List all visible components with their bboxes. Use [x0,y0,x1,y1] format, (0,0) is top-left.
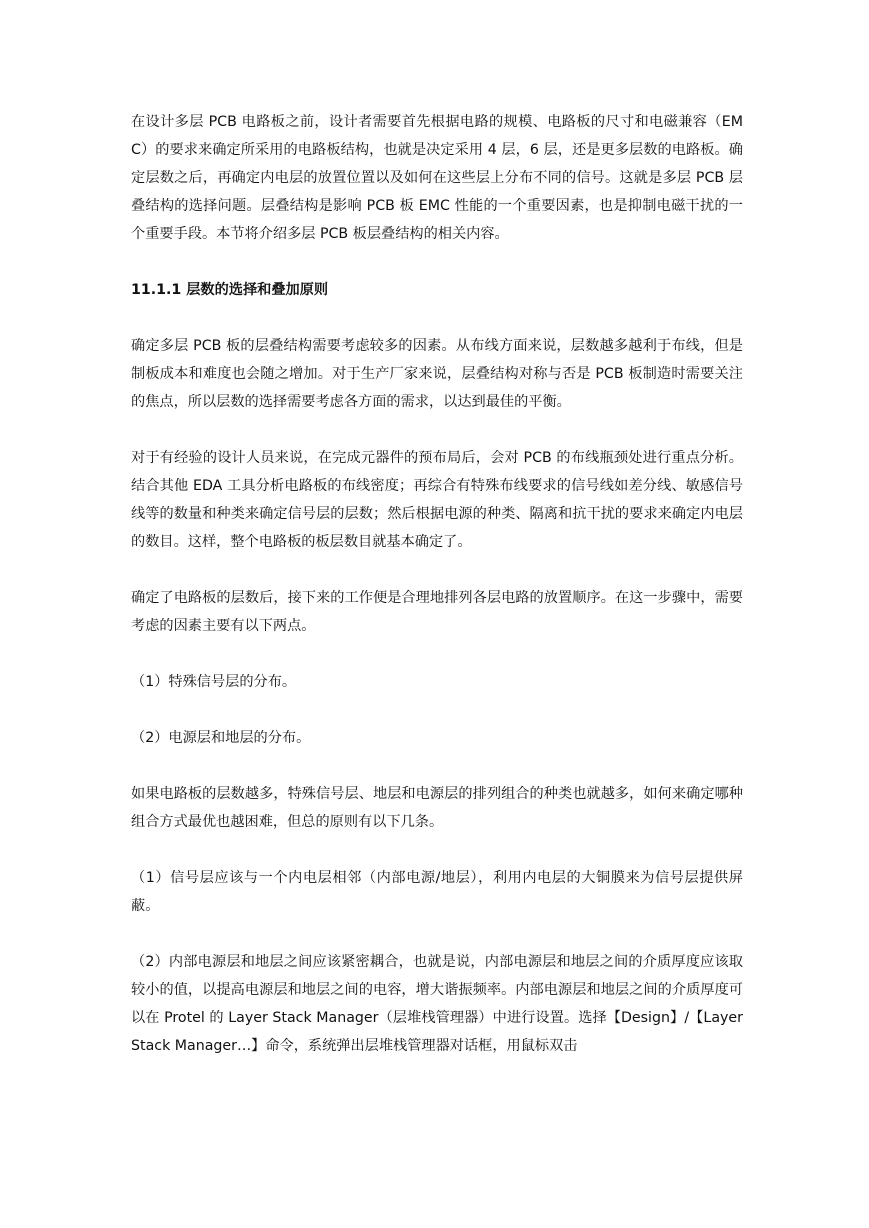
rule-signal-layer-adjacent: （1）信号层应该与一个内电层相邻（内部电源/地层），利用内电层的大铜膜来为信号层提供屏蔽。 [131,870,743,914]
paragraph-layer-factors: 确定多层 PCB 板的层叠结构需要考虑较多的因素。从布线方面来说，层数越多越利于布线，但是制板成本和难度也会随之增加。对于生产厂家来说，层叠结构对称与否是 PCB 板制造时需要关注的焦点，所以层数的选择需要考虑各方面的需求，以达到最佳的平衡。 [131,338,743,410]
paragraph-experienced-designers: 对于有经验的设计人员来说，在完成元器件的预布局后，会对 PCB 的布线瓶颈处进行重点分析。结合其他 EDA 工具分析电路板的布线密度；再综合有特殊布线要求的信号线如差分线、敏感信号线等的数量和种类来确定信号层的层数；然后根据电源的种类、隔离和抗干扰的要求来确定内电层的数目。这样，整个电路板的板层数目就基本确定了。 [131,450,743,550]
list-item-special-signal-layers: （1）特殊信号层的分布。 [131,674,297,690]
list-item-power-ground-layers: （2）电源层和地层的分布。 [131,730,311,746]
rule-power-ground-coupling: （2）内部电源层和地层之间应该紧密耦合，也就是说，内部电源层和地层之间的介质厚度应该取较小的值，以提高电源层和地层之间的电容，增大谐振频率。内部电源层和地层之间的介质厚度可以在 Protel 的 Layer Stack Manager（层堆栈管理器）中进行设置。选择【Design】/【Layer Stack Manager…】命令，系统弹出层堆栈管理器对话框，用鼠标双击 [131,954,743,1054]
paragraph-layer-order: 确定了电路板的层数后，接下来的工作便是合理地排列各层电路的放置顺序。在这一步骤中，需要考虑的因素主要有以下两点。 [131,590,743,634]
paragraph-principles: 如果电路板的层数越多，特殊信号层、地层和电源层的排列组合的种类也就越多，如何来确定哪种组合方式最优也越困难，但总的原则有以下几条。 [131,786,743,830]
document-body [131,108,743,1088]
section-heading: 11.1.1 层数的选择和叠加原则 [131,282,329,298]
intro-paragraph: 在设计多层 PCB 电路板之前，设计者需要首先根据电路的规模、电路板的尺寸和电磁兼容（EMC）的要求来确定所采用的电路板结构，也就是决定采用 4 层，6 层，还是更多层数的电路板。确定层数之后，再确定内电层的放置位置以及如何在这些层上分布不同的信号。这就是多层 PCB 层叠结构的选择问题。层叠结构是影响 PCB 板 EMC 性能的一个重要因素，也是抑制电磁干扰的一个重要手段。本节将介绍多层 PCB 板层叠结构的相关内容。 [131,114,743,242]
